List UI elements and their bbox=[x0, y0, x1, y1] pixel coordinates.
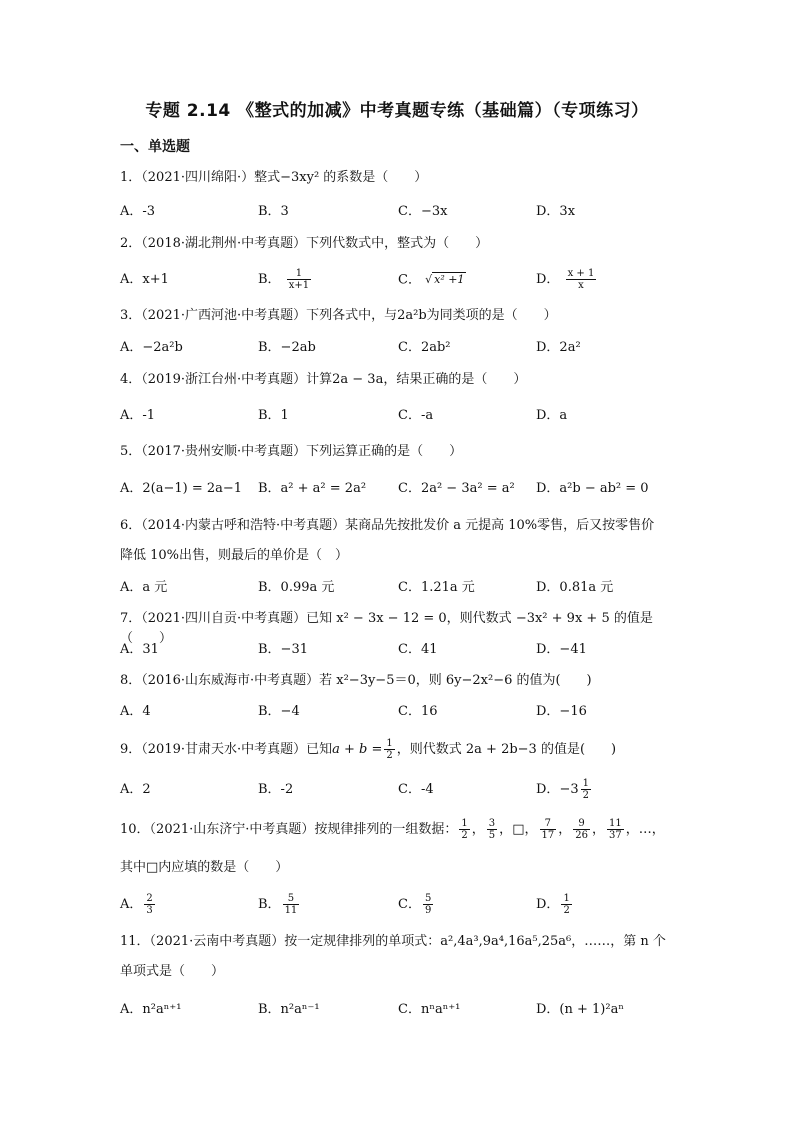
option-b[interactable] bbox=[258, 268, 313, 292]
option-a-label: A． bbox=[120, 897, 143, 912]
numerator: 11 bbox=[609, 818, 622, 829]
sequence-term-2 bbox=[487, 818, 497, 841]
square-root: √ x² +1 bbox=[425, 273, 465, 286]
question-11-options bbox=[120, 998, 680, 1022]
question-6-options bbox=[120, 576, 680, 600]
numerator: x + 1 bbox=[567, 268, 595, 279]
option-c[interactable]: C．41 bbox=[398, 642, 438, 657]
question-6-stem-line2: 降低 10%出售，则最后的单价是（ ） bbox=[120, 548, 349, 563]
radicand: x² +1 bbox=[434, 273, 465, 286]
question-2-options bbox=[120, 268, 680, 292]
sequence-term-5 bbox=[573, 818, 590, 841]
page-title: 专题 2.14 《整式的加减》中考真题专练（基础篇）（专项练习） bbox=[145, 101, 649, 121]
denominator: 26 bbox=[575, 830, 588, 841]
question-5-stem: 5．（2017·贵州安顺·中考真题）下列运算正确的是（ ） bbox=[120, 444, 463, 459]
equation: a + b = bbox=[332, 742, 383, 757]
mixed-number-whole: −3 bbox=[559, 782, 579, 797]
question-6-stem: 6．（2014·内蒙古呼和浩特·中考真题）某商品先按批发价 a 元提高 10%零售，后又按零售价 bbox=[120, 518, 655, 533]
option-c[interactable]: C．-a bbox=[398, 408, 434, 423]
sequence-term-6 bbox=[607, 818, 624, 841]
option-d-label: D． bbox=[536, 897, 560, 912]
option-d[interactable]: D．a²b − ab² = 0 bbox=[536, 481, 649, 496]
option-a[interactable]: A．4 bbox=[120, 704, 151, 719]
denominator: 9 bbox=[424, 905, 432, 916]
numerator: 7 bbox=[540, 818, 557, 830]
numerator: 5 bbox=[283, 893, 300, 905]
question-10-stem-line2: 其中□内应填的数是（ ） bbox=[120, 860, 289, 875]
fraction bbox=[581, 778, 591, 801]
option-a[interactable] bbox=[120, 893, 157, 917]
question-4-options bbox=[120, 404, 680, 428]
question-2-stem: 2．（2018·湖北荆州·中考真题）下列代数式中，整式为（ ） bbox=[120, 236, 489, 251]
denominator: 2 bbox=[582, 790, 589, 801]
numerator: 9 bbox=[573, 818, 590, 830]
option-d[interactable] bbox=[536, 893, 574, 917]
option-a[interactable]: A．2 bbox=[120, 782, 151, 797]
question-11-stem: 11．（2021·云南中考真题）按一定规律排列的单项式：a²,4a³,9a⁴,16a⁵,25a⁶，……，第 n 个 bbox=[120, 934, 666, 949]
denominator: 2 bbox=[563, 905, 570, 916]
question-3-stem: 3．（2021·广西河池·中考真题）下列各式中，与2a²b为同类项的是（ ） bbox=[120, 308, 557, 323]
option-c[interactable]: C．1.21a 元 bbox=[398, 580, 475, 595]
denominator: 2 bbox=[461, 830, 468, 841]
option-c[interactable]: C．nⁿaⁿ⁺¹ bbox=[398, 1002, 461, 1017]
option-b[interactable]: B．-2 bbox=[258, 782, 294, 797]
ellipsis: …， bbox=[638, 822, 665, 837]
option-c[interactable]: C．2a² − 3a² = a² bbox=[398, 481, 515, 496]
fraction bbox=[561, 893, 571, 916]
fraction bbox=[423, 893, 433, 916]
option-d[interactable]: D．3x bbox=[536, 204, 576, 219]
option-a[interactable]: A．-1 bbox=[120, 408, 156, 423]
question-9-stem bbox=[120, 738, 680, 761]
denominator: x+1 bbox=[288, 280, 310, 291]
question-7-stem: 7．（2021·四川自贡·中考真题）已知 x² − 3x − 12 = 0，则代数式 −3x² + 9x + 5 的值是（ ） bbox=[120, 611, 653, 646]
option-a[interactable]: A．n²aⁿ⁺¹ bbox=[120, 1002, 182, 1017]
question-1-stem: 1．（2021·四川绵阳·）整式−3xy² 的系数是（ ） bbox=[120, 170, 428, 185]
question-10-stem: 10．（2021·山东济宁·中考真题）按规律排列的一组数据： $\frac{1}{2}$ ， $\frac{3}{5}$ ，□， $\frac{7}{17}$ ， $\frac{9}{26}$ ， $\frac{11}{37}$ ，…， bbox=[120, 818, 665, 841]
numerator: 5 bbox=[424, 893, 432, 904]
option-c[interactable]: C．2ab² bbox=[398, 340, 451, 355]
question-9-options bbox=[120, 778, 680, 802]
question-8-options bbox=[120, 700, 680, 724]
option-c[interactable]: C．16 bbox=[398, 704, 438, 719]
question-7-options bbox=[120, 638, 680, 662]
numerator: 2 bbox=[146, 893, 153, 904]
question-9-suffix: ，则代数式 2a + 2b−3 的值是( ) bbox=[396, 742, 617, 757]
denominator: 2 bbox=[386, 750, 393, 761]
option-c-label: C． bbox=[398, 897, 421, 912]
numerator: 1 bbox=[386, 738, 393, 749]
blank-box: □ bbox=[512, 822, 525, 837]
denominator: 11 bbox=[284, 905, 298, 916]
option-b[interactable] bbox=[258, 893, 301, 917]
option-b[interactable]: B．a² + a² = 2a² bbox=[258, 481, 367, 496]
question-11-stem-line2: 单项式是（ ） bbox=[120, 964, 225, 979]
denominator: 37 bbox=[609, 830, 622, 841]
question-10-options bbox=[120, 893, 680, 917]
option-a[interactable]: A．−2a²b bbox=[120, 340, 183, 355]
option-d[interactable]: D．0.81a 元 bbox=[536, 580, 614, 595]
option-b[interactable]: B．−31 bbox=[258, 642, 308, 657]
option-d[interactable]: D．−16 bbox=[536, 704, 587, 719]
option-d[interactable] bbox=[536, 268, 598, 292]
fraction bbox=[384, 738, 394, 761]
option-d[interactable]: D．(n + 1)²aⁿ bbox=[536, 1002, 624, 1017]
option-a[interactable]: A．-3 bbox=[120, 204, 156, 219]
option-d-label: D． bbox=[536, 782, 560, 797]
option-a[interactable]: A．x+1 bbox=[120, 272, 169, 287]
numerator: 3 bbox=[488, 818, 496, 829]
denominator: x bbox=[578, 280, 584, 291]
option-b-label: B． bbox=[258, 272, 281, 287]
question-3-options bbox=[120, 336, 680, 360]
option-d[interactable]: D．−41 bbox=[536, 642, 587, 657]
option-b[interactable]: B．n²aⁿ⁻¹ bbox=[258, 1002, 320, 1017]
option-d[interactable]: D．a bbox=[536, 408, 568, 423]
option-b[interactable]: B．0.99a 元 bbox=[258, 580, 335, 595]
fraction bbox=[566, 268, 597, 291]
question-1-options bbox=[120, 200, 680, 224]
option-c[interactable]: C．-4 bbox=[398, 782, 434, 797]
question-9-prefix: 9．（2019·甘肃天水·中考真题）已知 bbox=[120, 742, 333, 757]
fraction bbox=[144, 893, 154, 916]
option-d[interactable] bbox=[536, 778, 593, 802]
sequence-term-4 bbox=[540, 818, 557, 841]
option-a[interactable]: A．a 元 bbox=[120, 580, 168, 595]
option-c[interactable] bbox=[398, 893, 435, 917]
option-c-label: C． bbox=[398, 272, 421, 288]
option-c[interactable]: C．−3x bbox=[398, 204, 448, 219]
numerator: 1 bbox=[582, 778, 589, 789]
numerator: 1 bbox=[563, 893, 570, 904]
numerator: 1 bbox=[461, 818, 468, 829]
option-a[interactable]: A．2(a−1) = 2a−1 bbox=[120, 481, 243, 496]
question-4-stem: 4．（2019·浙江台州·中考真题）计算2a − 3a，结果正确的是（ ） bbox=[120, 372, 527, 387]
section-heading: 一、单选题 bbox=[120, 139, 190, 155]
denominator: 17 bbox=[541, 830, 555, 841]
fraction bbox=[283, 893, 300, 916]
numerator: 1 bbox=[287, 268, 311, 280]
option-d-label: D． bbox=[536, 272, 560, 287]
question-5-options bbox=[120, 477, 680, 501]
question-8-stem: 8．（2016·山东威海市·中考真题）若 x²−3y−5＝0，则 6y−2x²−6 的值为( ) bbox=[120, 673, 592, 688]
option-b[interactable]: B．−4 bbox=[258, 704, 300, 719]
option-b-label: B． bbox=[258, 897, 281, 912]
fraction bbox=[287, 268, 311, 291]
option-b[interactable]: B．−2ab bbox=[258, 340, 316, 355]
option-b[interactable]: B．3 bbox=[258, 204, 289, 219]
denominator: 5 bbox=[488, 830, 496, 841]
sequence-term-1 bbox=[459, 818, 469, 841]
option-b[interactable]: B．1 bbox=[258, 408, 289, 423]
question-10-prefix: 10．（2021·山东济宁·中考真题）按规律排列的一组数据： bbox=[120, 822, 458, 837]
denominator: 3 bbox=[146, 905, 153, 916]
option-d[interactable]: D．2a² bbox=[536, 340, 581, 355]
option-c[interactable] bbox=[398, 268, 466, 293]
option-a[interactable]: A．31 bbox=[120, 642, 159, 657]
